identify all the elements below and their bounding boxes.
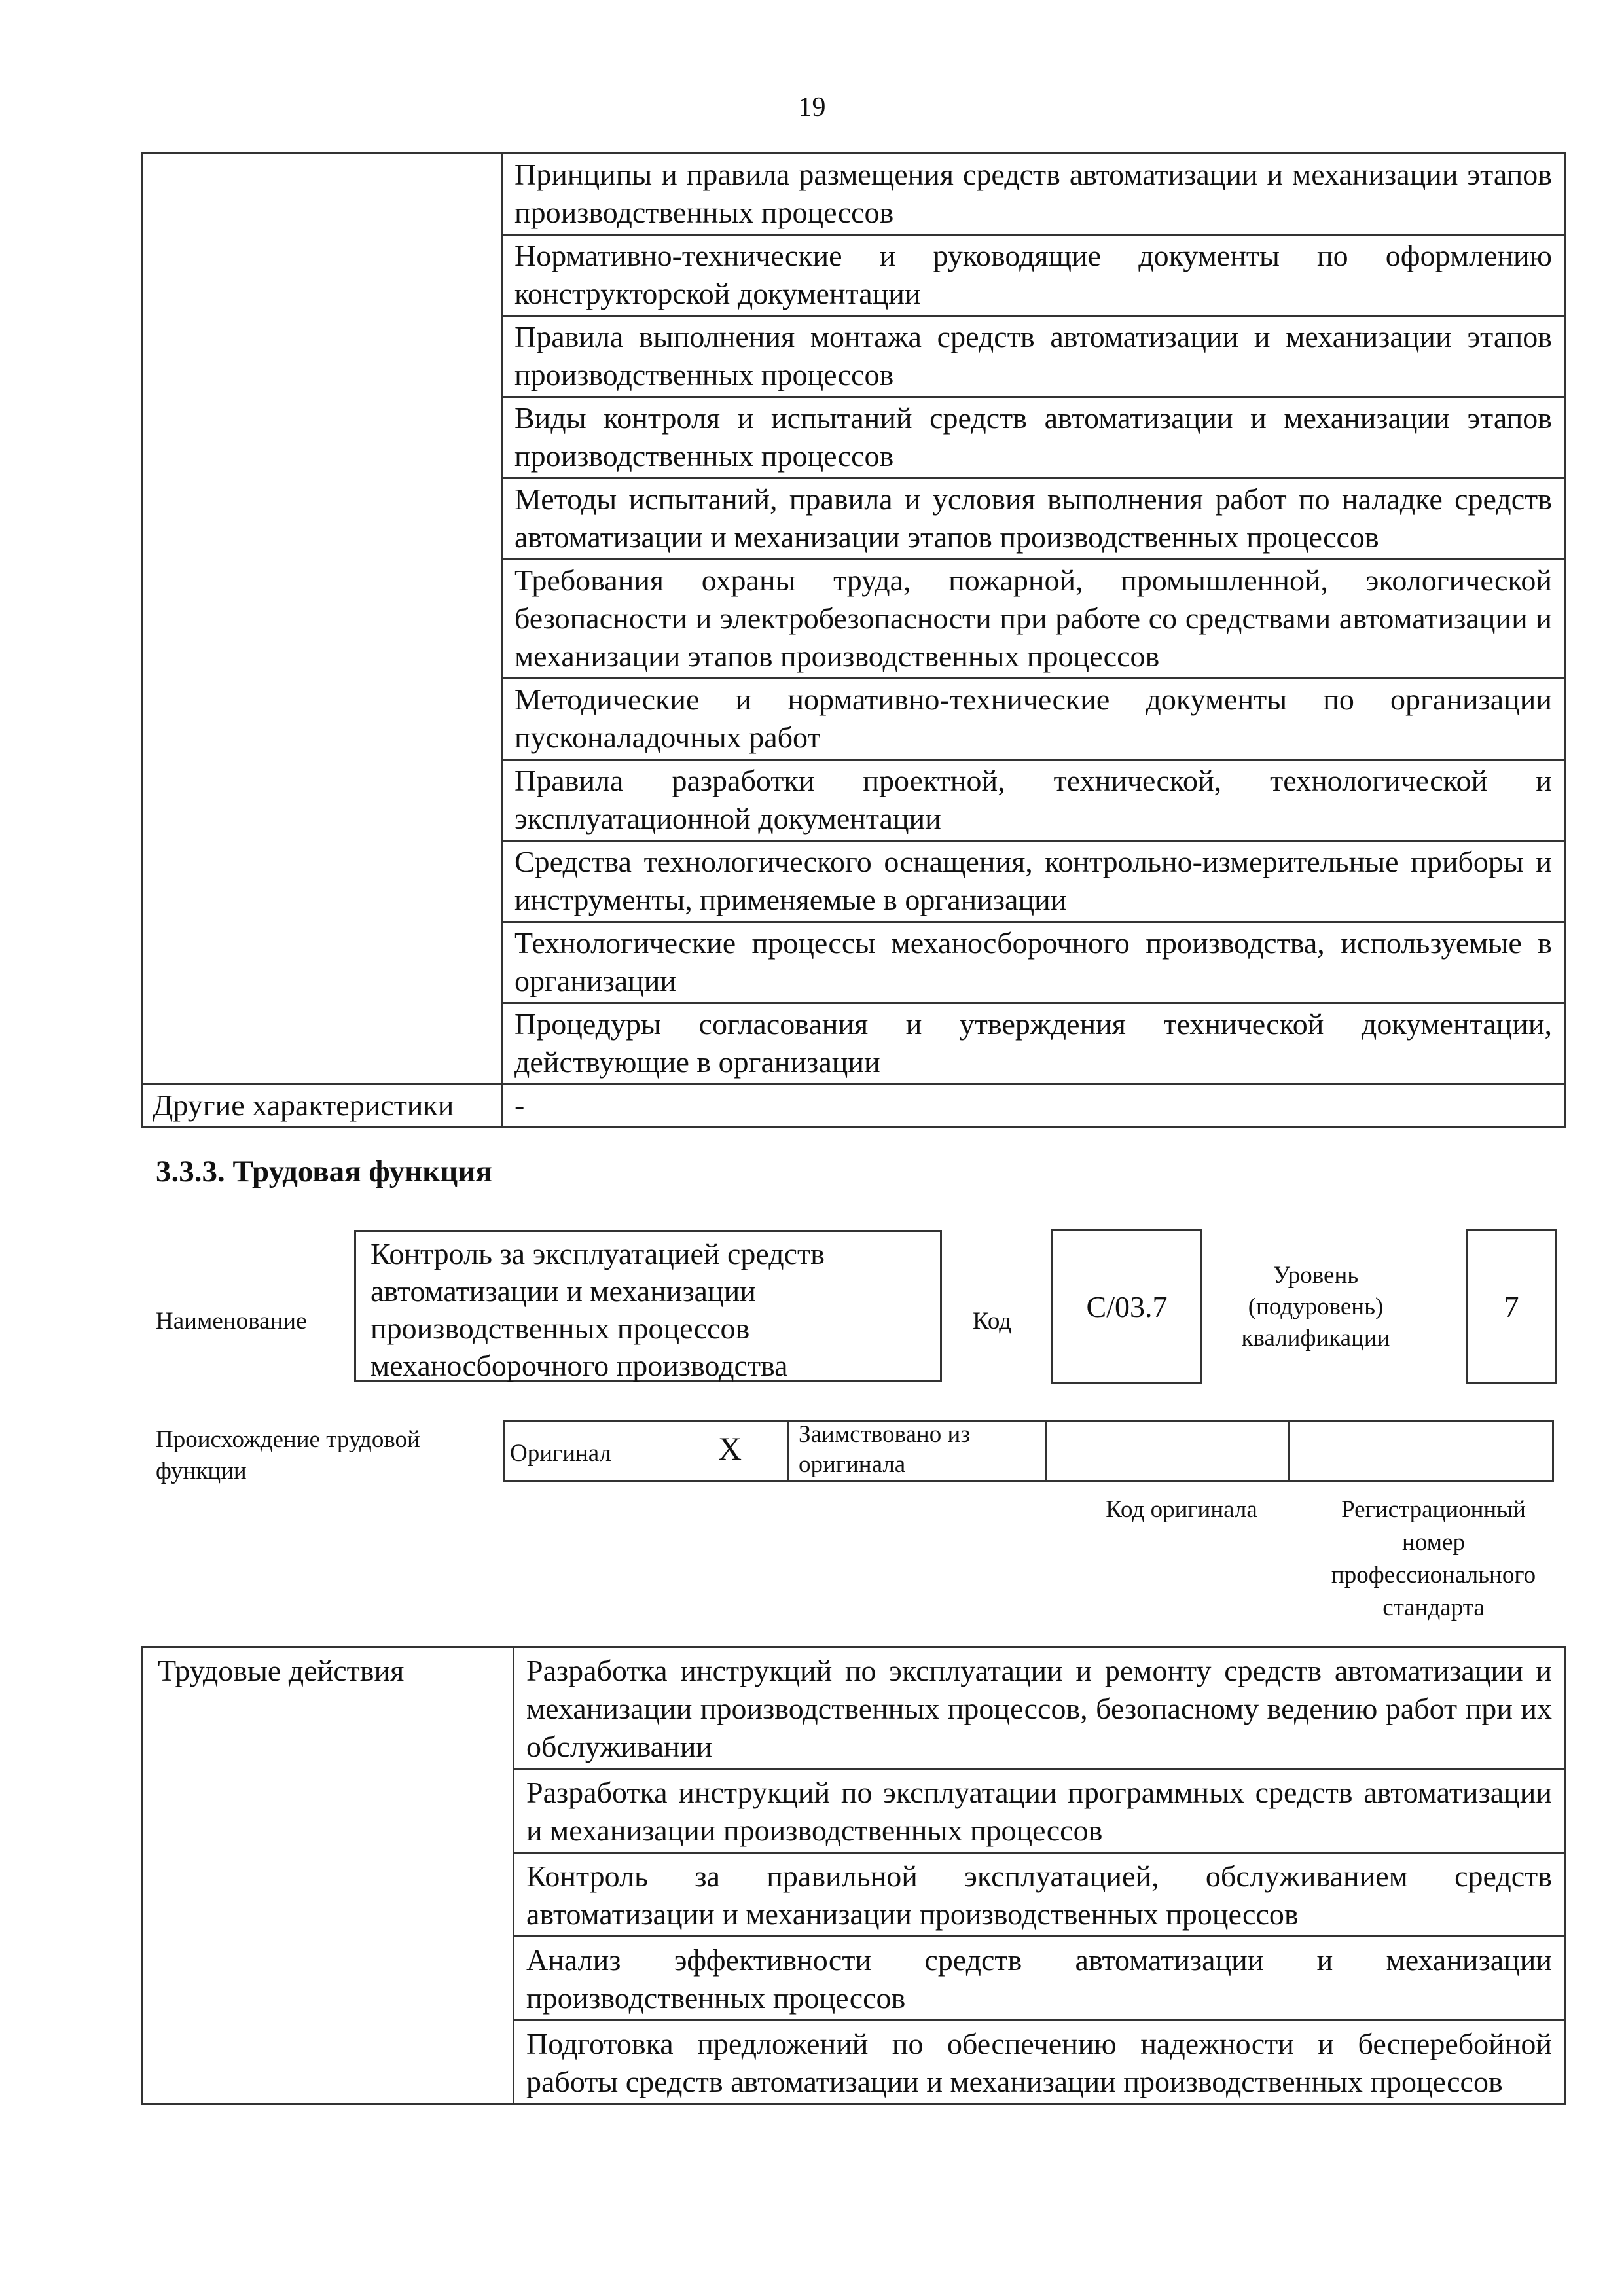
origin-reg-number-cell bbox=[1288, 1422, 1552, 1480]
requirement-item: Нормативно-технические и руководящие документы по оформлению конструкторской документации bbox=[502, 235, 1565, 316]
function-code-box bbox=[1051, 1229, 1202, 1384]
requirement-item: Требования охраны труда, пожарной, промышленной, экологической безопасности и электробезопасности при работе со средствами автоматизации и механизации этапов производственных процессов bbox=[502, 560, 1565, 679]
labor-action-item: Разработка инструкций по эксплуатации программных средств автоматизации и механизации производственных процессов bbox=[514, 1769, 1565, 1853]
requirement-item: Правила выполнения монтажа средств автоматизации и механизации этапов производственных процессов bbox=[502, 316, 1565, 397]
labor-actions-label: Трудовые действия bbox=[143, 1647, 514, 2104]
origin-reg-number-caption: Регистрационный номер профессионального стандарта bbox=[1331, 1496, 1536, 1621]
requirement-item: Методические и нормативно-технические документы по организации пусконаладочных работ bbox=[502, 679, 1565, 760]
requirement-item: Средства технологического оснащения, контрольно-измерительные приборы и инструменты, применяемые в организации bbox=[502, 841, 1565, 922]
origin-borrowed-label: Заимствовано из оригинала bbox=[799, 1421, 970, 1478]
requirement-item: Принципы и правила размещения средств автоматизации и механизации этапов производственных процессов bbox=[502, 154, 1565, 235]
requirements-table bbox=[141, 152, 1566, 1128]
origin-borrowed-cell bbox=[787, 1422, 1045, 1480]
empty-label-cell bbox=[143, 154, 502, 1085]
origin-original-cell bbox=[505, 1422, 787, 1480]
table-row bbox=[143, 1085, 1565, 1128]
labor-action-item: Подготовка предложений по обеспечению надежности и бесперебойной работы средств автоматизации и механизации производственных процессов bbox=[514, 2020, 1565, 2104]
other-characteristics-value: - bbox=[502, 1085, 1565, 1128]
labor-action-item: Анализ эффективности средств автоматизации и механизации производственных процессов bbox=[514, 1937, 1565, 2020]
requirement-item: Технологические процессы механосборочного производства, используемые в организации bbox=[502, 922, 1565, 1003]
origin-original-label: Оригинал bbox=[510, 1440, 612, 1467]
labor-action-item: Разработка инструкций по эксплуатации и ремонту средств автоматизации и механизации производственных процессов, безопасному ведению работ при их обслуживании bbox=[514, 1647, 1565, 1769]
table-row bbox=[143, 154, 1565, 235]
origin-original-mark: X bbox=[718, 1430, 742, 1467]
name-label: Наименование bbox=[156, 1308, 307, 1335]
origin-code-caption: Код оригинала bbox=[1106, 1496, 1257, 1523]
origin-label: Происхождение трудовой функции bbox=[156, 1426, 420, 1484]
labor-actions-table bbox=[141, 1646, 1566, 2105]
qualification-level-box bbox=[1466, 1229, 1557, 1384]
requirement-item: Виды контроля и испытаний средств автоматизации и механизации этапов производственных процессов bbox=[502, 397, 1565, 478]
requirement-item: Методы испытаний, правила и условия выполнения работ по наладке средств автоматизации и механизации этапов производственных процессов bbox=[502, 478, 1565, 560]
section-title: 3.3.3. Трудовая функция bbox=[156, 1155, 492, 1189]
qualification-level-label: Уровень (подуровень) квалификации bbox=[1241, 1262, 1390, 1352]
page-number: 19 bbox=[798, 92, 826, 122]
function-name-box: Контроль за эксплуатацией средств автоматизации и механизации производственных процессов механосборочного производства bbox=[354, 1230, 942, 1382]
table-row bbox=[143, 1647, 1565, 1769]
origin-code-cell bbox=[1045, 1422, 1288, 1480]
qualification-level-value: 7 bbox=[1504, 1289, 1519, 1323]
origin-strip bbox=[503, 1420, 1554, 1482]
requirement-item: Процедуры согласования и утверждения технической документации, действующие в организации bbox=[502, 1003, 1565, 1085]
labor-action-item: Контроль за правильной эксплуатацией, обслуживанием средств автоматизации и механизации производственных процессов bbox=[514, 1853, 1565, 1937]
other-characteristics-label: Другие характеристики bbox=[143, 1085, 502, 1128]
code-label: Код bbox=[973, 1308, 1012, 1335]
requirement-item: Правила разработки проектной, технической, технологической и эксплуатационной документации bbox=[502, 760, 1565, 841]
function-code-value: C/03.7 bbox=[1086, 1289, 1168, 1323]
